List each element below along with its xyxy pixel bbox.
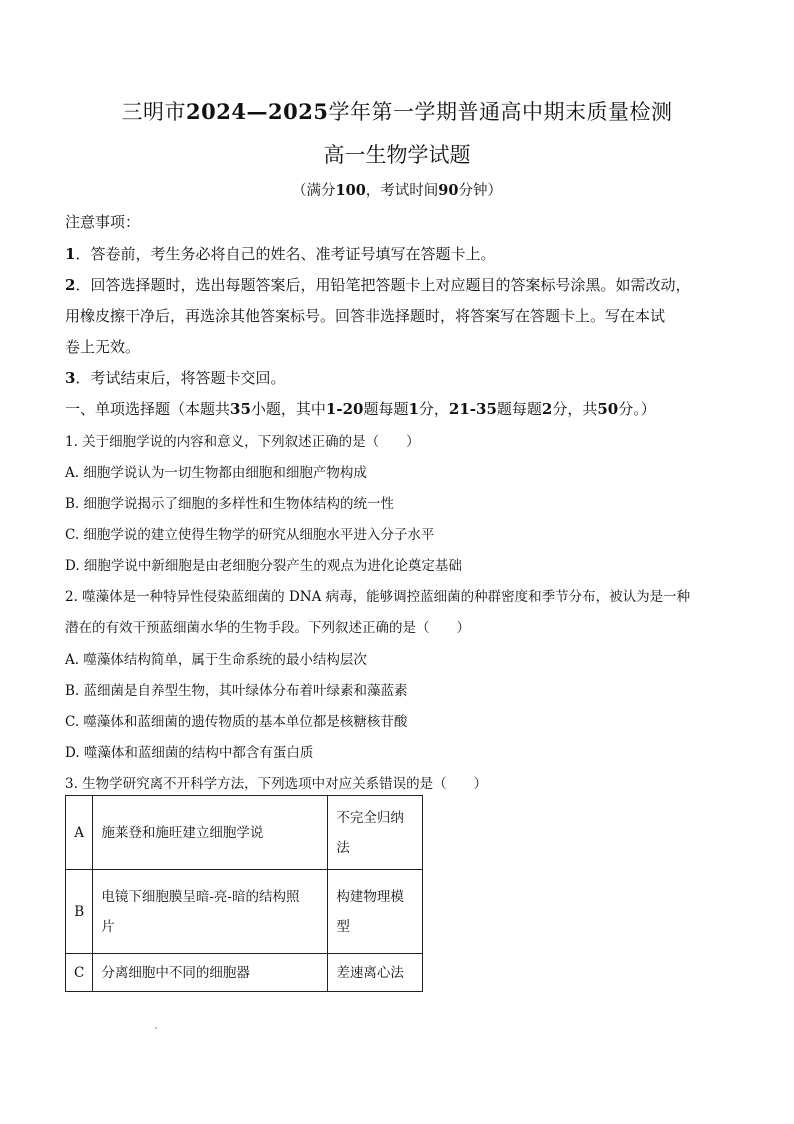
method-line-1: 不完全归纳 [336,809,404,826]
question-2-option-c: C. 噬藻体和蓝细菌的遗传物质的基本单位都是核糖核苷酸 [65,714,408,730]
note-2-line-1 [65,274,690,295]
table-row-content: 分离细胞中不同的细胞器 [93,954,328,992]
section-count: 35 [230,400,251,418]
note-3-text: ．考试结束后，将答题卡交回。 [75,369,286,387]
note-2-line-2: 用橡皮擦干净后，再选涂其他答案标号。回答非选择题时，将答案写在答题卡上。写在本试 [65,307,666,325]
question-2-line-1: 2. 噬藻体是一种特异性侵染蓝细菌的 DNA 病毒，能够调控蓝细菌的种群密度和季节分布，被认为是一种 [65,589,691,605]
method-line-2: 法 [336,839,350,856]
question-1-option-c: C. 细胞学说的建立使得生物学的研究从细胞水平进入分子水平 [65,527,435,543]
note-1 [65,243,495,264]
scan-dot [155,1027,157,1029]
note-2-line-3: 卷上无效。 [65,338,141,356]
note-2-number: 2 [65,276,76,294]
question-1-option-b: B. 细胞学说揭示了细胞的多样性和生物体结构的统一性 [65,496,395,512]
table-row-content: 施莱登和施旺建立细胞学说 [93,796,328,870]
section-range-2: 21-35 [448,400,497,418]
table-row [66,796,423,870]
note-3 [65,367,285,388]
section-score-2: 2 [541,400,553,418]
title-prefix: 三明市 [121,100,187,124]
section-score-1: 1 [408,400,419,418]
table-row-key: A [66,796,93,870]
note-1-text: ．答卷前，考生务必将自己的姓名、准考证号填写在答题卡上。 [75,245,496,263]
question-2-option-a: A. 噬藻体结构简单，属于生命系统的最小结构层次 [65,652,367,668]
score-close: 分钟） [458,183,502,199]
table-row-content [93,870,328,954]
table-row-method: 差速离心法 [328,954,423,992]
section-heading [65,398,656,419]
section-p3: 题每题 [363,400,409,418]
section-total: 50 [597,400,619,418]
question-3: 3. 生物学研究离不开科学方法，下列选项中对应关系错误的是（ ） [65,776,488,792]
section-p4: 分， [418,400,449,418]
table-row [66,870,423,954]
note-2-text-1: ．回答选择题时，选出每题答案后，用铅笔把答题卡上对应题目的答案标号涂黑。如需改动， [75,276,691,294]
title-suffix: 学年第一学期普通高中期末质量检测 [328,100,673,124]
table-row-method [328,796,423,870]
table-row-method [328,870,423,954]
content-line-2: 片 [101,918,115,935]
section-range-1: 1-20 [325,400,364,418]
question-1-option-d: D. 细胞学说中新细胞是由老细胞分裂产生的观点为进化论奠定基础 [65,558,462,574]
note-3-number: 3 [65,369,76,387]
method-line-1: 构建物理模 [336,888,404,905]
question-2-option-b: B. 蓝细菌是自养型生物，其叶绿体分布着叶绿素和藻蓝素 [65,683,408,699]
table-row-key: C [66,954,93,992]
section-p1: 一、单项选择题（本题共 [65,400,231,418]
exam-title [0,96,794,126]
score-info [0,179,794,200]
table-row [66,954,423,992]
note-1-number: 1 [65,245,76,263]
notes-heading: 注意事项： [65,213,141,231]
score-time: 90 [438,182,459,199]
score-open: （满分 [292,183,336,199]
exam-subtitle: 高一生物学试题 [323,143,471,167]
table-row-key: B [66,870,93,954]
title-years: 2024—2025 [186,99,329,124]
method-line-2: 型 [336,918,350,935]
section-p5: 题每题 [496,400,542,418]
score-total: 100 [335,182,366,199]
question-2-option-d: D. 噬藻体和蓝细菌的结构中都含有蛋白质 [65,745,314,761]
question-2-line-2: 潜在的有效干预蓝细菌水华的生物手段。下列叙述正确的是（ ） [65,620,470,636]
question-1: 1. 关于细胞学说的内容和意义，下列叙述正确的是（ ） [65,434,420,450]
content-line-1: 电镜下细胞膜呈暗-亮-暗的结构照 [101,888,300,905]
score-mid: ，考试时间 [365,183,439,199]
method-table [65,795,423,992]
section-p7: 分。） [618,400,656,418]
section-p2: 小题，其中 [250,400,326,418]
section-p6: 分，共 [552,400,598,418]
question-1-option-a: A. 细胞学说认为一切生物都由细胞和细胞产物构成 [65,465,367,481]
